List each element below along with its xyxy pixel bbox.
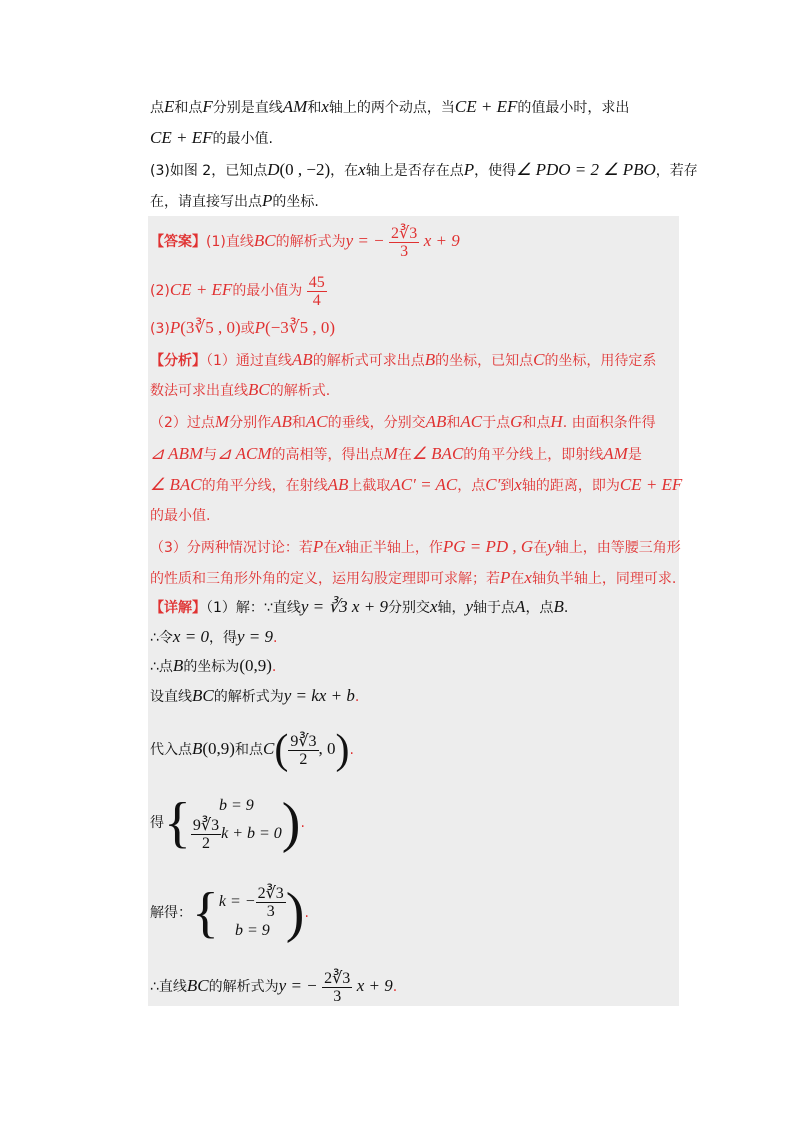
math: D [267, 160, 280, 179]
question-line-1 [150, 97, 629, 118]
math: x + 9 [356, 976, 393, 995]
text: 的高相等，得出点 [271, 447, 384, 463]
math: P [500, 568, 511, 587]
text: 上截取 [348, 478, 391, 494]
text: . [392, 979, 398, 995]
math: y = ∛3 x + 9 [300, 597, 388, 616]
text: (3) [150, 321, 170, 337]
text: 在 [397, 447, 412, 463]
math: (0,9) [202, 739, 235, 758]
math: x [429, 597, 438, 616]
math: B [172, 656, 184, 675]
math: x + 9 [423, 231, 460, 250]
text: . 由面积条件得 [562, 415, 656, 431]
brace-close: ) [285, 882, 305, 944]
text: 分别交 [387, 600, 430, 616]
text: ，点 [525, 600, 554, 616]
text: . [354, 689, 360, 705]
math: x [514, 475, 522, 494]
fraction: $\frac{2∛3}{3}$ [391, 224, 418, 260]
question-3-line-2 [150, 191, 319, 212]
math: x [358, 160, 366, 179]
analysis-line-8 [150, 568, 676, 589]
text: ，若存 [655, 163, 698, 179]
detail-line-1 [150, 597, 568, 618]
math: M [383, 444, 398, 463]
text: 和 [291, 415, 306, 431]
question-3-line-1 [150, 160, 698, 181]
text: 或 [240, 321, 255, 337]
math: (−3∛5 , 0) [265, 318, 336, 337]
text: 和 [446, 415, 461, 431]
math: G [510, 412, 523, 431]
math: C′ [485, 475, 501, 494]
text: 的坐标为 [183, 659, 240, 675]
math: BC [186, 976, 209, 995]
text: 在 [323, 540, 338, 556]
answer-line-2 [150, 273, 327, 309]
text: （2）过点 [150, 415, 215, 431]
math: (0,9) [239, 656, 272, 675]
math: PG = PD , G [442, 537, 534, 556]
math: BC [253, 231, 276, 250]
detail-line-4 [150, 686, 359, 707]
math: ⊿ ACM [217, 444, 272, 463]
text: ，得 [208, 630, 237, 646]
equation-system: b = 9 $\frac{9∛3}{2}$ k + b = 0 [192, 796, 282, 852]
paren-close: ) [335, 727, 350, 773]
math: AB [271, 412, 292, 431]
brace-open: { [164, 792, 191, 854]
math: ⊿ ABM [150, 444, 204, 463]
text: 点 [150, 100, 164, 116]
math: ∠ BAC [411, 444, 464, 463]
analysis-line-2 [150, 380, 330, 401]
math: P [312, 537, 324, 556]
text: 和 [307, 100, 322, 116]
text: 是 [627, 447, 642, 463]
math: M [214, 412, 230, 431]
detail-tag: 【详解】 [150, 600, 206, 616]
text: ∴直线 [150, 979, 187, 995]
text: 的最小值. [150, 508, 211, 524]
math: B [553, 597, 564, 616]
text: 的角平分线，在射线 [201, 478, 328, 494]
text: 的解析式为 [275, 234, 346, 250]
text: （1）通过直线 [206, 353, 292, 369]
text: 数法可求出直线 [150, 383, 248, 399]
analysis-line-4 [150, 444, 642, 465]
math: P [169, 318, 181, 337]
math: E [164, 97, 175, 116]
math: y [465, 597, 474, 616]
analysis-line-5 [150, 475, 682, 496]
math: AB [425, 412, 447, 431]
detail-line-3 [150, 656, 276, 677]
math: (0 , −2) [279, 160, 331, 179]
text: 的坐标. [272, 194, 319, 210]
text: 分别作 [229, 415, 272, 431]
math: y = − [278, 976, 318, 995]
detail-line-5 [150, 722, 354, 778]
text: 的坐标，已知点 [435, 353, 534, 369]
math: AM [282, 97, 308, 116]
detail-line-8 [150, 968, 397, 1005]
text: . [300, 815, 305, 831]
text: 轴上是否存在点 [365, 163, 464, 179]
text: 分别是直线 [212, 100, 283, 116]
text: 的解析式为 [208, 979, 279, 995]
text: 在 [533, 540, 548, 556]
math: AC [305, 412, 328, 431]
math: BC [192, 686, 214, 705]
text: 的垂线，分别交 [327, 415, 426, 431]
math: x [321, 97, 329, 116]
math: A [515, 597, 526, 616]
text: . [272, 630, 278, 646]
text: 与 [203, 447, 218, 463]
paren-open: ( [274, 727, 289, 773]
fraction: $\frac{45}{4}$ [308, 273, 325, 309]
math: H [550, 412, 563, 431]
answer-tag: 【答案】 [150, 234, 206, 250]
analysis-tag: 【分析】 [150, 353, 206, 369]
text: (3)如图 2，已知点 [150, 163, 268, 179]
math: (3∛5 , 0) [180, 318, 241, 337]
answer-line-3 [150, 318, 335, 339]
equation-system: k = − $\frac{2∛3}{3}$ b = 9 [218, 884, 284, 939]
text: 轴上的两个动点，当 [328, 100, 455, 116]
text: 轴上，由等腰三角形 [554, 540, 681, 556]
math: x [524, 568, 532, 587]
text: 设直线 [150, 689, 192, 705]
math: y = − [345, 231, 385, 250]
text: ∴令 [150, 630, 173, 646]
math: y = kx + b [283, 686, 355, 705]
text: ，使得 [474, 163, 517, 179]
text: 在，请直接写出点 [150, 194, 262, 210]
analysis-line-7 [150, 537, 681, 558]
detail-line-7 [150, 882, 309, 944]
detail-line-2 [150, 627, 277, 648]
text: 的性质和三角形外角的定义，运用勾股定理即可求解；若 [150, 571, 500, 587]
math: CE + EF [169, 280, 233, 299]
text: 的最小值为 [232, 283, 303, 299]
text: 的坐标，用待定系 [544, 353, 657, 369]
math: y = 9 [236, 627, 273, 646]
text: . [563, 600, 569, 616]
text: 轴正半轴上，作 [344, 540, 443, 556]
text: 和点 [522, 415, 551, 431]
math: AC [460, 412, 483, 431]
fraction: $\frac{9∛3}{2}$ [290, 732, 317, 768]
text: ，点 [457, 478, 486, 494]
math: P [262, 191, 273, 210]
math: ∠ BAC [150, 475, 202, 494]
text: ，在 [330, 163, 359, 179]
math: AC′ = AC [390, 475, 458, 494]
analysis-line-1 [150, 350, 656, 371]
text: . [349, 742, 354, 758]
text: 和点 [174, 100, 203, 116]
brace-open: { [192, 882, 219, 944]
text: 的解析式. [269, 383, 331, 399]
math: BC [248, 380, 270, 399]
math: ∠ PDO = 2 ∠ PBO [516, 160, 656, 179]
text: （3）分两种情况讨论：若 [150, 540, 313, 556]
text: . [304, 905, 309, 921]
text: ∴点 [150, 659, 173, 675]
brace-close: ) [281, 792, 301, 854]
math: C [533, 350, 545, 369]
math: F [202, 97, 213, 116]
text: 轴负半轴上，同理可求. [531, 571, 677, 587]
text: 于点 [482, 415, 511, 431]
fraction: $\frac{2∛3}{3}$ [324, 969, 351, 1005]
math: , 0 [318, 739, 336, 758]
text: 和点 [234, 742, 263, 758]
math: CE + EF [150, 128, 213, 147]
math: B [192, 739, 203, 758]
math: CE + EF [619, 475, 683, 494]
text: (2) [150, 283, 170, 299]
text: 得 [150, 815, 164, 831]
text: 轴于点 [473, 600, 516, 616]
text: 解得： [150, 905, 192, 921]
math: C [262, 739, 275, 758]
analysis-line-3 [150, 412, 656, 433]
math: CE + EF [454, 97, 518, 116]
math: B [424, 350, 436, 369]
math: AB [327, 475, 349, 494]
text: 的解析式为 [213, 689, 284, 705]
question-line-2 [150, 128, 273, 149]
text: 的值最小时，求出 [517, 100, 630, 116]
math: x = 0 [172, 627, 209, 646]
text: 轴的距离，即为 [521, 478, 620, 494]
text: . [271, 659, 277, 675]
answer-line-1 [150, 224, 460, 260]
text: 代入点 [150, 742, 192, 758]
text: 的角平分线上，即射线 [463, 447, 604, 463]
text: （1）解：∵直线 [206, 600, 301, 616]
text: 的最小值. [212, 131, 273, 147]
text: 的解析式可求出点 [312, 353, 425, 369]
math: P [463, 160, 475, 179]
text: 轴， [437, 600, 466, 616]
text: 在 [510, 571, 525, 587]
math: P [254, 318, 266, 337]
analysis-line-6 [150, 506, 210, 526]
text: 到 [500, 478, 515, 494]
math: x [337, 537, 345, 556]
math: AM [603, 444, 628, 463]
math: AB [291, 350, 313, 369]
math: y [547, 537, 555, 556]
text: (1)直线 [206, 234, 254, 250]
detail-line-6 [150, 792, 305, 854]
